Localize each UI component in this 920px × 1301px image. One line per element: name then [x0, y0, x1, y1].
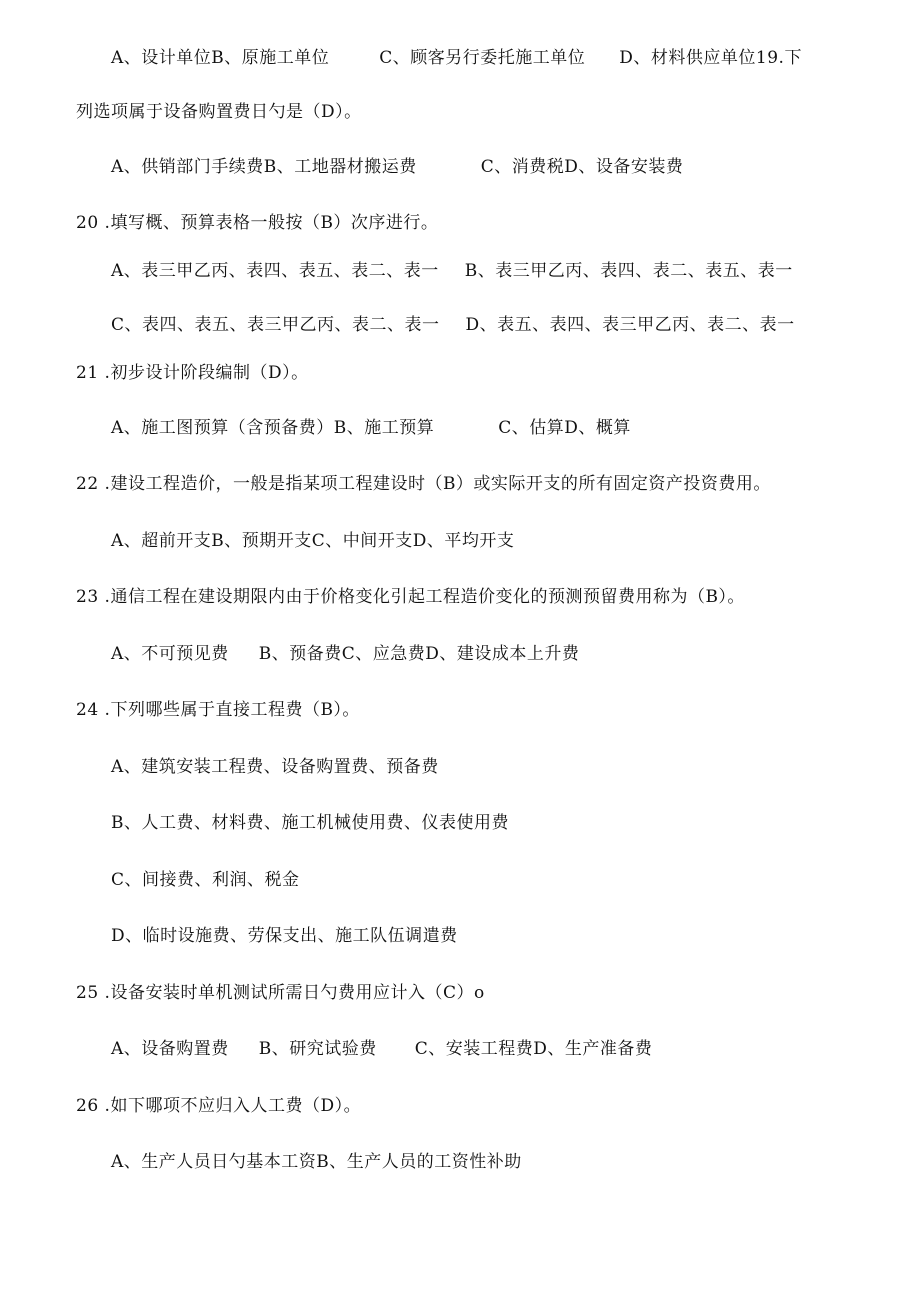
option-q24-b: B、人工费、材料费、施工机械使用费、仪表使用费 [111, 813, 509, 833]
question-26: 26 .如下哪项不应归入人工费（D）。 [76, 1096, 362, 1116]
option-ab: A、供销部门手续费B、工地器材搬运费 [111, 157, 417, 177]
option-q24-a: A、建筑安装工程费、设备购置费、预备费 [111, 757, 439, 777]
option-ab: A、施工图预算（含预备费）B、施工预算 [111, 418, 435, 438]
question-24: 24 .下列哪些属于直接工程费（B）。 [76, 700, 360, 720]
option-d-and-q19-start: D、材料供应单位19.下 [619, 48, 802, 68]
option-cd: C、消费税D、设备安装费 [480, 157, 684, 177]
option-b: B、表三甲乙丙、表四、表二、表五、表一 [464, 261, 793, 281]
option-bcd: B、预备费C、应急费D、建设成本上升费 [258, 644, 580, 664]
option-line-q26: A、生产人员日勺基本工资B、生产人员的工资性补助 [111, 1152, 522, 1172]
option-b: B、研究试验费 [258, 1039, 377, 1059]
option-a: A、设备购置费 [111, 1039, 229, 1059]
option-line-q21 [111, 416, 631, 440]
option-c: C、顾客另行委托施工单位 [379, 48, 586, 68]
question-19-continued: 列选项属于设备购置费日勺是（D）。 [76, 102, 362, 122]
option-q24-d: D、临时设施费、劳保支出、施工队伍调遣费 [111, 926, 458, 946]
option-cd: C、安装工程费D、生产准备费 [414, 1039, 653, 1059]
question-22: 22 .建设工程造价，一般是指某项工程建设时（B）或实际开支的所有固定资产投资费用。 [76, 474, 771, 494]
option-line-q20-ab [111, 259, 793, 283]
option-c: C、表四、表五、表三甲乙丙、表二、表一 [111, 315, 440, 335]
option-cd: C、估算D、概算 [498, 418, 631, 438]
option-line-q18 [111, 46, 802, 70]
question-21: 21 .初步设计阶段编制（D）。 [76, 363, 309, 383]
option-line-q23 [111, 642, 579, 666]
question-20: 20 .填写概、预算表格一般按（B）次序进行。 [76, 213, 439, 233]
option-line-q20-cd [111, 313, 795, 337]
option-line-q25 [111, 1037, 652, 1061]
option-a: A、不可预见费 [111, 644, 229, 664]
option-line-q19 [111, 155, 683, 179]
option-q24-c: C、间接费、利润、税金 [111, 870, 300, 890]
question-23: 23 .通信工程在建设期限内由于价格变化引起工程造价变化的预测预留费用称为（B）。 [76, 587, 745, 607]
option-a: A、表三甲乙丙、表四、表五、表二、表一 [111, 261, 439, 281]
option-line-q22: A、超前开支B、预期开支C、中间开支D、平均开支 [111, 531, 515, 551]
option-ab: A、设计单位B、原施工单位 [111, 48, 330, 68]
option-d: D、表五、表四、表三甲乙丙、表二、表一 [465, 315, 795, 335]
question-25: 25 .设备安装时单机测试所需日勺费用应计入（C）o [76, 983, 485, 1003]
